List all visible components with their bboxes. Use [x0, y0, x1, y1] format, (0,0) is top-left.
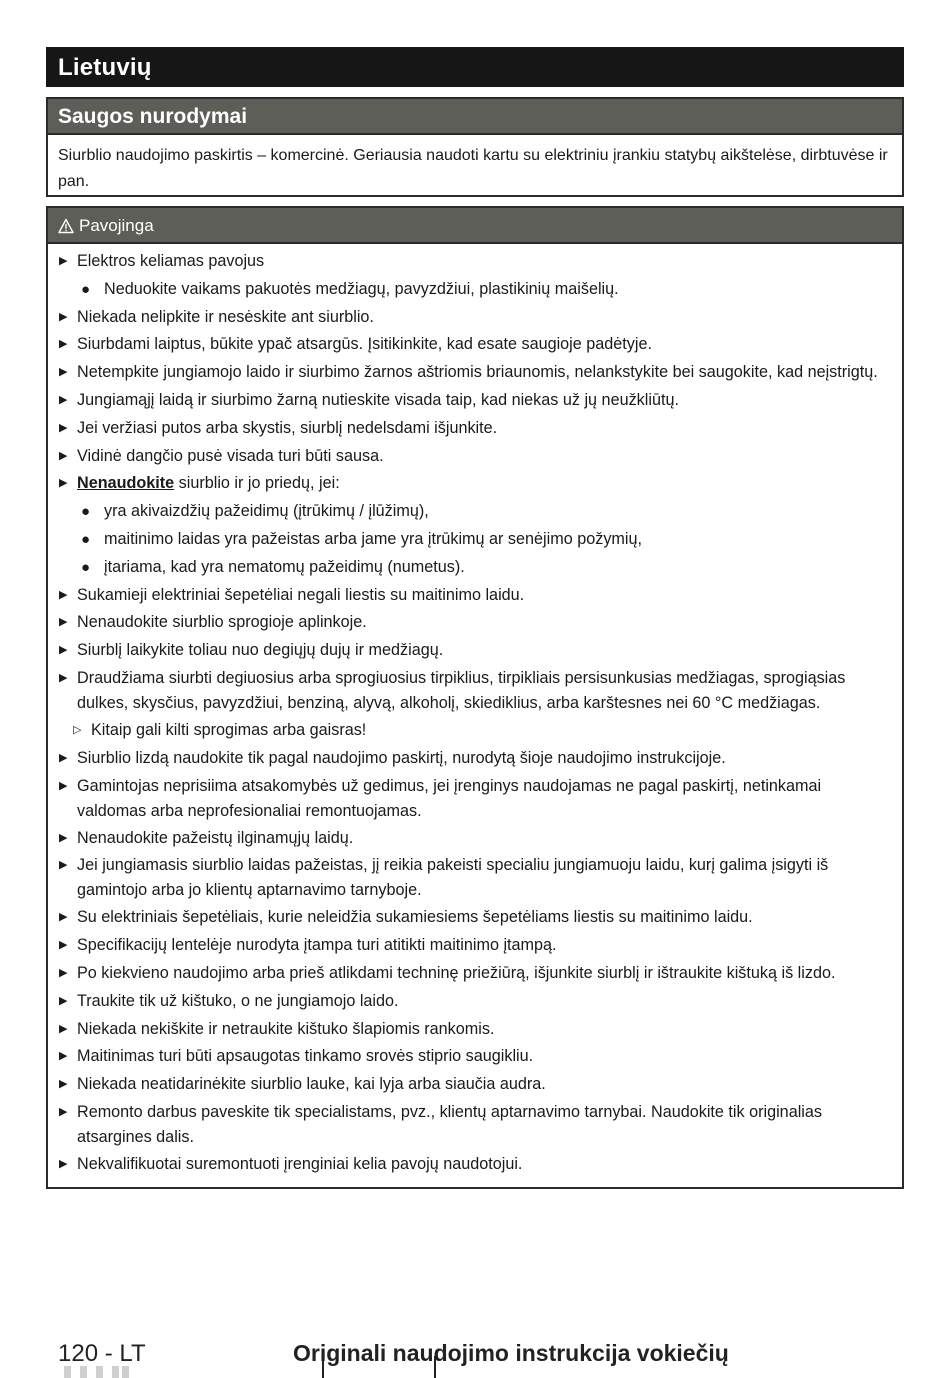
arrow-bullet-icon: ▶	[59, 421, 68, 434]
language-header	[46, 47, 904, 87]
danger-item-text: Specifikacijų lentelėje nurodyta įtampa turi atitikti maitinimo įtampą.	[77, 936, 557, 955]
arrow-bullet-icon: ▶	[59, 831, 68, 844]
danger-list-item	[48, 609, 902, 637]
arrow-bullet-icon: ▶	[59, 994, 68, 1007]
danger-list-item	[48, 331, 902, 359]
arrow-bullet-icon: ▶	[59, 393, 68, 406]
bullet-icon: ●	[81, 280, 91, 298]
page-footer	[0, 1336, 950, 1378]
bullet-icon: ●	[81, 503, 91, 521]
danger-list-item	[48, 960, 902, 988]
danger-header	[48, 208, 902, 244]
danger-item-text: Maitinimas turi būti apsaugotas tinkamo srovės stiprio saugikliu.	[77, 1047, 534, 1066]
danger-list-item	[48, 1099, 902, 1151]
danger-item-text: Nekvalifikuotai suremontuoti įrenginiai kelia pavojų naudotojui.	[77, 1154, 523, 1173]
arrow-bullet-icon: ▶	[59, 255, 68, 267]
arrow-bullet-icon: ▶	[59, 644, 68, 657]
danger-list-item	[48, 825, 902, 853]
danger-list-item	[48, 359, 902, 387]
result-arrow-icon: ▷	[73, 723, 82, 736]
danger-list-item	[48, 904, 902, 932]
danger-list-item	[48, 443, 902, 471]
danger-list-item	[48, 526, 902, 554]
danger-list-item	[48, 498, 902, 526]
arrow-bullet-icon: ▶	[59, 1022, 68, 1035]
arrow-bullet-icon: ▶	[59, 966, 68, 979]
danger-list-item	[48, 248, 902, 276]
danger-list-item	[48, 415, 902, 443]
arrow-bullet-icon: ▶	[59, 911, 68, 924]
arrow-bullet-icon: ▶	[59, 859, 68, 872]
danger-list-item	[48, 1151, 902, 1179]
danger-item-text: Netempkite jungiamojo laido ir siurbimo žarnos aštriomis briaunomis, nelankstykite bei saugokite, kad neįstrigtų.	[77, 363, 878, 382]
danger-item-text: siurblio ir jo priedų, jei:	[174, 474, 340, 493]
safety-instructions-header	[48, 99, 902, 135]
page-number: 120 - LT	[58, 1340, 146, 1367]
bullet-icon: ●	[81, 558, 91, 576]
danger-box	[46, 206, 904, 1189]
danger-item-text: Po kiekvieno naudojimo arba prieš atlikdami techninę priežiūrą, išjunkite siurblį ir ištraukite kištuką iš lizdo.	[77, 963, 836, 982]
danger-list-item	[48, 665, 902, 717]
safety-instructions-title: Saugos nurodymai	[58, 105, 248, 128]
emphasis-text: Nenaudokite	[77, 474, 175, 493]
danger-item-text: Niekada nelipkite ir nesėskite ant siurblio.	[77, 307, 374, 326]
danger-item-text: Jei jungiamasis siurblio laidas pažeistas, jį reikia pakeisti specialiu jungiamuoju laidu, kurį galima įsigyti iš gamintojo arba jo klientų aptarnavimo tarnyboje.	[77, 856, 829, 900]
danger-item-text: įtariama, kad yra nematomų pažeidimų (numetus).	[104, 557, 465, 576]
arrow-bullet-icon: ▶	[59, 1050, 68, 1063]
danger-list-item	[48, 1043, 902, 1071]
arrow-bullet-icon: ▶	[59, 310, 68, 323]
danger-list-item	[48, 1016, 902, 1044]
danger-item-text: Kitaip gali kilti sprogimas arba gaisras!	[91, 720, 367, 739]
arrow-bullet-icon: ▶	[59, 1157, 68, 1170]
danger-list	[48, 244, 902, 1179]
language-title: Lietuvių	[58, 54, 152, 81]
danger-list-item	[48, 932, 902, 960]
danger-title: Pavojinga	[79, 216, 154, 235]
danger-item-text: Gamintojas neprisiima atsakomybės už gedimus, jei įrenginys naudojamas ne pagal paskirtį, netinkamai valdomas arba neprofesionaliai remontuojamas.	[77, 776, 822, 820]
danger-list-item	[48, 387, 902, 415]
danger-list-item	[48, 276, 902, 304]
danger-list-item	[48, 717, 902, 745]
arrow-bullet-icon: ▶	[59, 366, 68, 379]
arrow-bullet-icon: ▶	[59, 939, 68, 952]
danger-item-text: Niekada neatidarinėkite siurblio lauke, kai lyja arba siaučia audra.	[77, 1075, 546, 1094]
danger-item-text: Elektros keliamas pavojus	[77, 252, 265, 270]
warning-triangle-icon	[58, 218, 74, 234]
danger-item-text: Traukite tik už kištuko, o ne jungiamojo laido.	[77, 991, 399, 1010]
danger-item-text: Jungiamąjį laidą ir siurbimo žarną nutieskite visada taip, kad niekas už jų neužkliūtų.	[77, 390, 679, 409]
arrow-bullet-icon: ▶	[59, 1105, 68, 1118]
danger-item-text: Nenaudokite pažeistų ilginamųjų laidų.	[77, 828, 354, 847]
danger-item-text: Vidinė dangčio pusė visada turi būti sausa.	[77, 446, 384, 465]
danger-item-text: Jei veržiasi putos arba skystis, siurblį nedelsdami išjunkite.	[77, 418, 498, 437]
arrow-bullet-icon: ▶	[59, 671, 68, 684]
arrow-bullet-icon: ▶	[59, 616, 68, 629]
safety-instructions-box	[46, 97, 904, 197]
danger-item-text: Nenaudokite siurblio sprogioje aplinkoje.	[77, 613, 367, 632]
arrow-bullet-icon: ▶	[59, 477, 68, 490]
danger-list-item	[48, 304, 902, 332]
danger-list-item	[48, 773, 902, 825]
danger-list-item	[48, 1071, 902, 1099]
danger-list-item	[48, 637, 902, 665]
danger-list-item	[48, 470, 902, 498]
arrow-bullet-icon: ▶	[59, 588, 68, 601]
danger-item-text: Sukamieji elektriniai šepetėliai negali liestis su maitinimo laidu.	[77, 585, 525, 604]
arrow-bullet-icon: ▶	[59, 779, 68, 792]
arrow-bullet-icon: ▶	[59, 751, 68, 764]
danger-item-text: maitinimo laidas yra pažeistas arba jame yra įtrūkimų ar senėjimo požymių,	[104, 529, 642, 548]
danger-item-text: yra akivaizdžių pažeidimų (įtrūkimų / įlūžimų),	[104, 502, 429, 521]
danger-item-text: Neduokite vaikams pakuotės medžiagų, pavyzdžiui, plastikinių maišelių.	[104, 279, 619, 298]
danger-list-item	[48, 988, 902, 1016]
safety-intro-text: Siurblio naudojimo paskirtis – komercinė. Geriausia naudoti kartu su elektriniu įrankiu statybų aikštelėse, dirbtuvėse ir pan.	[58, 147, 888, 190]
document-title: Originali naudojimo instrukcija vokiečių	[293, 1340, 729, 1366]
danger-list-item	[48, 582, 902, 610]
arrow-bullet-icon: ▶	[59, 449, 68, 462]
arrow-bullet-icon: ▶	[59, 338, 68, 351]
danger-list-item	[48, 852, 902, 904]
danger-item-text: Su elektriniais šepetėliais, kurie neleidžia sukamiesiems šepetėliams liestis su maitinimo laidu.	[77, 908, 753, 927]
danger-item-text: Siurblį laikykite toliau nuo degiųjų dujų ir medžiagų.	[77, 641, 444, 660]
danger-item-text: Siurblio lizdą naudokite tik pagal naudojimo paskirtį, nurodytą šioje naudojimo instrukcijoje.	[77, 748, 726, 767]
arrow-bullet-icon: ▶	[59, 1078, 68, 1091]
danger-item-text: Siurbdami laiptus, būkite ypač atsargūs. Įsitikinkite, kad esate saugioje padėtyje.	[77, 335, 652, 354]
danger-item-text: Niekada nekiškite ir netraukite kištuko šlapiomis rankomis.	[77, 1019, 495, 1038]
bullet-icon: ●	[81, 530, 91, 548]
danger-item-text: Remonto darbus paveskite tik specialistams, pvz., klientų aptarnavimo tarnybai. Naudokite tik originalias atsargines dalis.	[77, 1102, 822, 1146]
danger-item-text: Draudžiama siurbti degiuosius arba sprogiuosius tirpiklius, tirpikliais persisunkusias medžiagas, sprogiąsias dulkes, skysčius, pavyzdžiui, benziną, alyvą, alkoholį, skiediklius, arba karštesnes nei 60 °C medžiagas.	[77, 668, 846, 712]
danger-list-item	[48, 554, 902, 582]
danger-list-item	[48, 745, 902, 773]
